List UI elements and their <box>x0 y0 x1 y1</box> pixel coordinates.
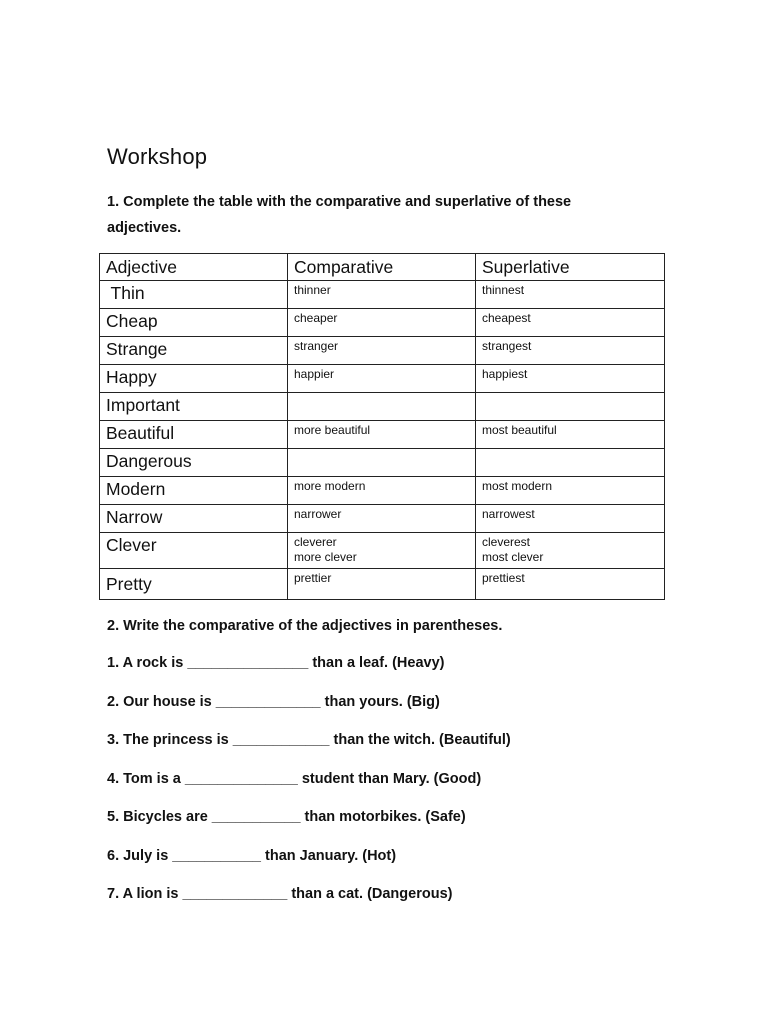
superlative-cell: strangest <box>476 337 665 365</box>
page-title: Workshop <box>107 144 208 169</box>
instruction-table: 1. Complete the table with the comparative and superlative of these adjectives. <box>107 194 572 236</box>
comparative-cell: narrower <box>288 505 476 533</box>
instruction-comparative: 2. Write the comparative of the adjectives in parentheses. <box>107 618 503 634</box>
table-row <box>100 393 665 421</box>
exercise-item: 3. The princess is ____________ than the witch. (Beautiful) <box>107 732 511 748</box>
header-comparative: Comparative <box>288 254 476 281</box>
exercise-item: 7. A lion is _____________ than a cat. (Dangerous) <box>107 886 453 902</box>
adjective-cell: Important <box>100 393 288 421</box>
adjective-cell: Modern <box>100 477 288 505</box>
table-header-row <box>100 254 665 281</box>
comparative-cell <box>288 449 476 477</box>
table-row <box>100 337 665 365</box>
comparative-cell: more modern <box>288 477 476 505</box>
adjective-cell: Clever <box>100 533 288 569</box>
comparative-cell: cleverer more clever <box>288 533 476 569</box>
exercise-item: 2. Our house is _____________ than yours. (Big) <box>107 693 440 710</box>
superlative-cell: cleverest most clever <box>476 533 665 569</box>
adjective-cell: Strange <box>100 337 288 365</box>
comparative-cell: cheaper <box>288 309 476 337</box>
table-row <box>100 365 665 393</box>
superlative-cell: happiest <box>476 365 665 393</box>
comparative-cell <box>288 393 476 421</box>
adjective-cell: Narrow <box>100 505 288 533</box>
header-superlative: Superlative <box>476 254 665 281</box>
superlative-cell: most beautiful <box>476 421 665 449</box>
exercise-item: 5. Bicycles are ___________ than motorbikes. (Safe) <box>107 809 466 825</box>
comparative-cell: stranger <box>288 337 476 365</box>
exercise-item: 1. A rock is _______________ than a leaf. (Heavy) <box>107 655 445 671</box>
adjective-cell: Happy <box>100 365 288 393</box>
table-row <box>100 309 665 337</box>
comparative-cell: prettier <box>288 569 476 600</box>
table-row <box>100 421 665 449</box>
adjective-cell: Thin <box>100 281 288 309</box>
exercise-list <box>107 650 511 920</box>
superlative-cell: cheapest <box>476 309 665 337</box>
table-row <box>100 533 665 569</box>
table-row <box>100 569 665 600</box>
table-row <box>100 281 665 309</box>
exercise-item: 4. Tom is a ______________ student than Mary. (Good) <box>107 770 482 787</box>
table-row <box>100 505 665 533</box>
superlative-cell <box>476 449 665 477</box>
comparative-cell: happier <box>288 365 476 393</box>
adjective-cell: Beautiful <box>100 421 288 449</box>
table-row <box>100 449 665 477</box>
superlative-cell: most modern <box>476 477 665 505</box>
adjective-cell: Pretty <box>100 569 288 600</box>
adjective-table <box>99 253 665 600</box>
exercise-item: 6. July is ___________ than January. (Hot) <box>107 847 397 864</box>
superlative-cell: thinnest <box>476 281 665 309</box>
table-row <box>100 477 665 505</box>
header-adjective: Adjective <box>100 254 288 281</box>
superlative-cell: prettiest <box>476 569 665 600</box>
superlative-cell: narrowest <box>476 505 665 533</box>
comparative-cell: thinner <box>288 281 476 309</box>
comparative-cell: more beautiful <box>288 421 476 449</box>
adjective-cell: Dangerous <box>100 449 288 477</box>
superlative-cell <box>476 393 665 421</box>
adjective-cell: Cheap <box>100 309 288 337</box>
